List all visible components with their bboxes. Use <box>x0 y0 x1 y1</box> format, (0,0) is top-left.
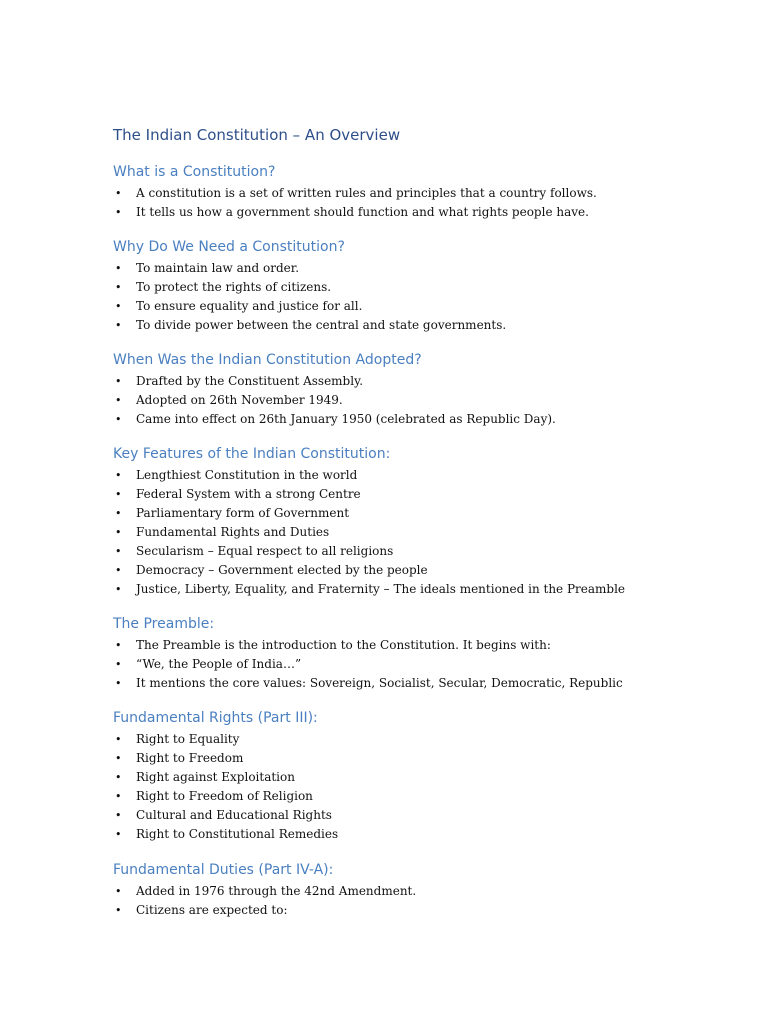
list-item-text: Parliamentary form of Government <box>136 506 350 520</box>
list-item <box>113 410 733 429</box>
list-item <box>113 504 733 523</box>
list-item-text: Right against Exploitation <box>136 770 295 784</box>
list-item <box>113 316 733 335</box>
bullet-icon: • <box>115 545 122 558</box>
section <box>113 442 733 599</box>
list-item-text: Democracy – Government elected by the people <box>136 563 428 577</box>
bullet-icon: • <box>115 526 122 539</box>
list-item <box>113 203 733 222</box>
bullet-icon: • <box>115 809 122 822</box>
list-item-text: Justice, Liberty, Equality, and Fraternity – The ideals mentioned in the Preamble <box>136 582 626 596</box>
section <box>113 235 733 335</box>
bullet-list <box>113 466 733 599</box>
bullet-icon: • <box>115 394 122 407</box>
list-item-text: A constitution is a set of written rules and principles that a country follows. <box>136 186 597 200</box>
bullet-icon: • <box>115 281 122 294</box>
bullet-icon: • <box>115 583 122 596</box>
section-heading: Fundamental Duties (Part IV-A): <box>113 862 334 878</box>
bullet-icon: • <box>115 413 122 426</box>
list-item <box>113 787 733 806</box>
list-item <box>113 768 733 787</box>
bullet-icon: • <box>115 564 122 577</box>
bullet-icon: • <box>115 639 122 652</box>
list-item <box>113 372 733 391</box>
section-heading: What is a Constitution? <box>113 164 276 180</box>
list-item-text: To maintain law and order. <box>136 261 300 275</box>
list-item <box>113 806 733 825</box>
list-item-text: Lengthiest Constitution in the world <box>136 468 358 482</box>
section-heading: Why Do We Need a Constitution? <box>113 239 345 255</box>
list-item-text: Right to Freedom of Religion <box>136 789 313 803</box>
list-item-text: Right to Equality <box>136 732 240 746</box>
list-item-text: Right to Constitutional Remedies <box>136 827 339 841</box>
bullet-icon: • <box>115 790 122 803</box>
section-heading: The Preamble: <box>113 616 215 632</box>
bullet-icon: • <box>115 828 122 841</box>
list-item-text: “We, the People of India…” <box>136 657 302 671</box>
bullet-icon: • <box>115 375 122 388</box>
list-item <box>113 278 733 297</box>
list-item <box>113 882 733 901</box>
list-item <box>113 259 733 278</box>
list-item <box>113 523 733 542</box>
list-item-text: To ensure equality and justice for all. <box>136 299 363 313</box>
bullet-icon: • <box>115 488 122 501</box>
list-item-text: Adopted on 26th November 1949. <box>136 393 343 407</box>
bullet-list <box>113 636 733 693</box>
bullet-list <box>113 372 733 429</box>
bullet-icon: • <box>115 771 122 784</box>
list-item-text: It tells us how a government should function and what rights people have. <box>136 205 589 219</box>
bullet-icon: • <box>115 469 122 482</box>
list-item <box>113 391 733 410</box>
list-item-text: To divide power between the central and state governments. <box>136 318 507 332</box>
list-item-text: Citizens are expected to: <box>136 903 288 917</box>
list-item <box>113 636 733 655</box>
list-item <box>113 825 733 844</box>
list-item-text: Secularism – Equal respect to all religions <box>136 544 394 558</box>
list-item-text: It mentions the core values: Sovereign, Socialist, Secular, Democratic, Republic <box>136 676 623 690</box>
bullet-list <box>113 259 733 335</box>
bullet-icon: • <box>115 658 122 671</box>
section <box>113 160 733 222</box>
bullet-icon: • <box>115 507 122 520</box>
section-heading: Key Features of the Indian Constitution: <box>113 446 391 462</box>
bullet-list <box>113 730 733 844</box>
list-item-text: Drafted by the Constituent Assembly. <box>136 374 364 388</box>
section <box>113 858 733 920</box>
section-heading: Fundamental Rights (Part III): <box>113 710 318 726</box>
list-item <box>113 561 733 580</box>
bullet-icon: • <box>115 752 122 765</box>
bullet-icon: • <box>115 300 122 313</box>
list-item <box>113 184 733 203</box>
list-item <box>113 466 733 485</box>
list-item-text: To protect the rights of citizens. <box>136 280 332 294</box>
list-item <box>113 674 733 693</box>
bullet-icon: • <box>115 262 122 275</box>
list-item-text: Right to Freedom <box>136 751 244 765</box>
bullet-icon: • <box>115 677 122 690</box>
list-item-text: Added in 1976 through the 42nd Amendment. <box>136 884 417 898</box>
bullet-icon: • <box>115 319 122 332</box>
list-item-text: Cultural and Educational Rights <box>136 808 332 822</box>
list-item-text: Fundamental Rights and Duties <box>136 525 330 539</box>
bullet-list <box>113 184 733 222</box>
list-item <box>113 655 733 674</box>
list-item <box>113 901 733 920</box>
list-item <box>113 542 733 561</box>
bullet-icon: • <box>115 904 122 917</box>
section <box>113 348 733 429</box>
list-item-text: Came into effect on 26th January 1950 (celebrated as Republic Day). <box>136 412 556 426</box>
bullet-icon: • <box>115 206 122 219</box>
bullet-icon: • <box>115 187 122 200</box>
list-item <box>113 749 733 768</box>
list-item <box>113 580 733 599</box>
bullet-list <box>113 882 733 920</box>
section <box>113 706 733 844</box>
list-item <box>113 297 733 316</box>
list-item-text: Federal System with a strong Centre <box>136 487 361 501</box>
list-item <box>113 730 733 749</box>
page-title: The Indian Constitution – An Overview <box>113 126 401 144</box>
bullet-icon: • <box>115 733 122 746</box>
section <box>113 612 733 693</box>
list-item-text: The Preamble is the introduction to the Constitution. It begins with: <box>136 638 551 652</box>
section-heading: When Was the Indian Constitution Adopted? <box>113 352 422 368</box>
bullet-icon: • <box>115 885 122 898</box>
list-item <box>113 485 733 504</box>
